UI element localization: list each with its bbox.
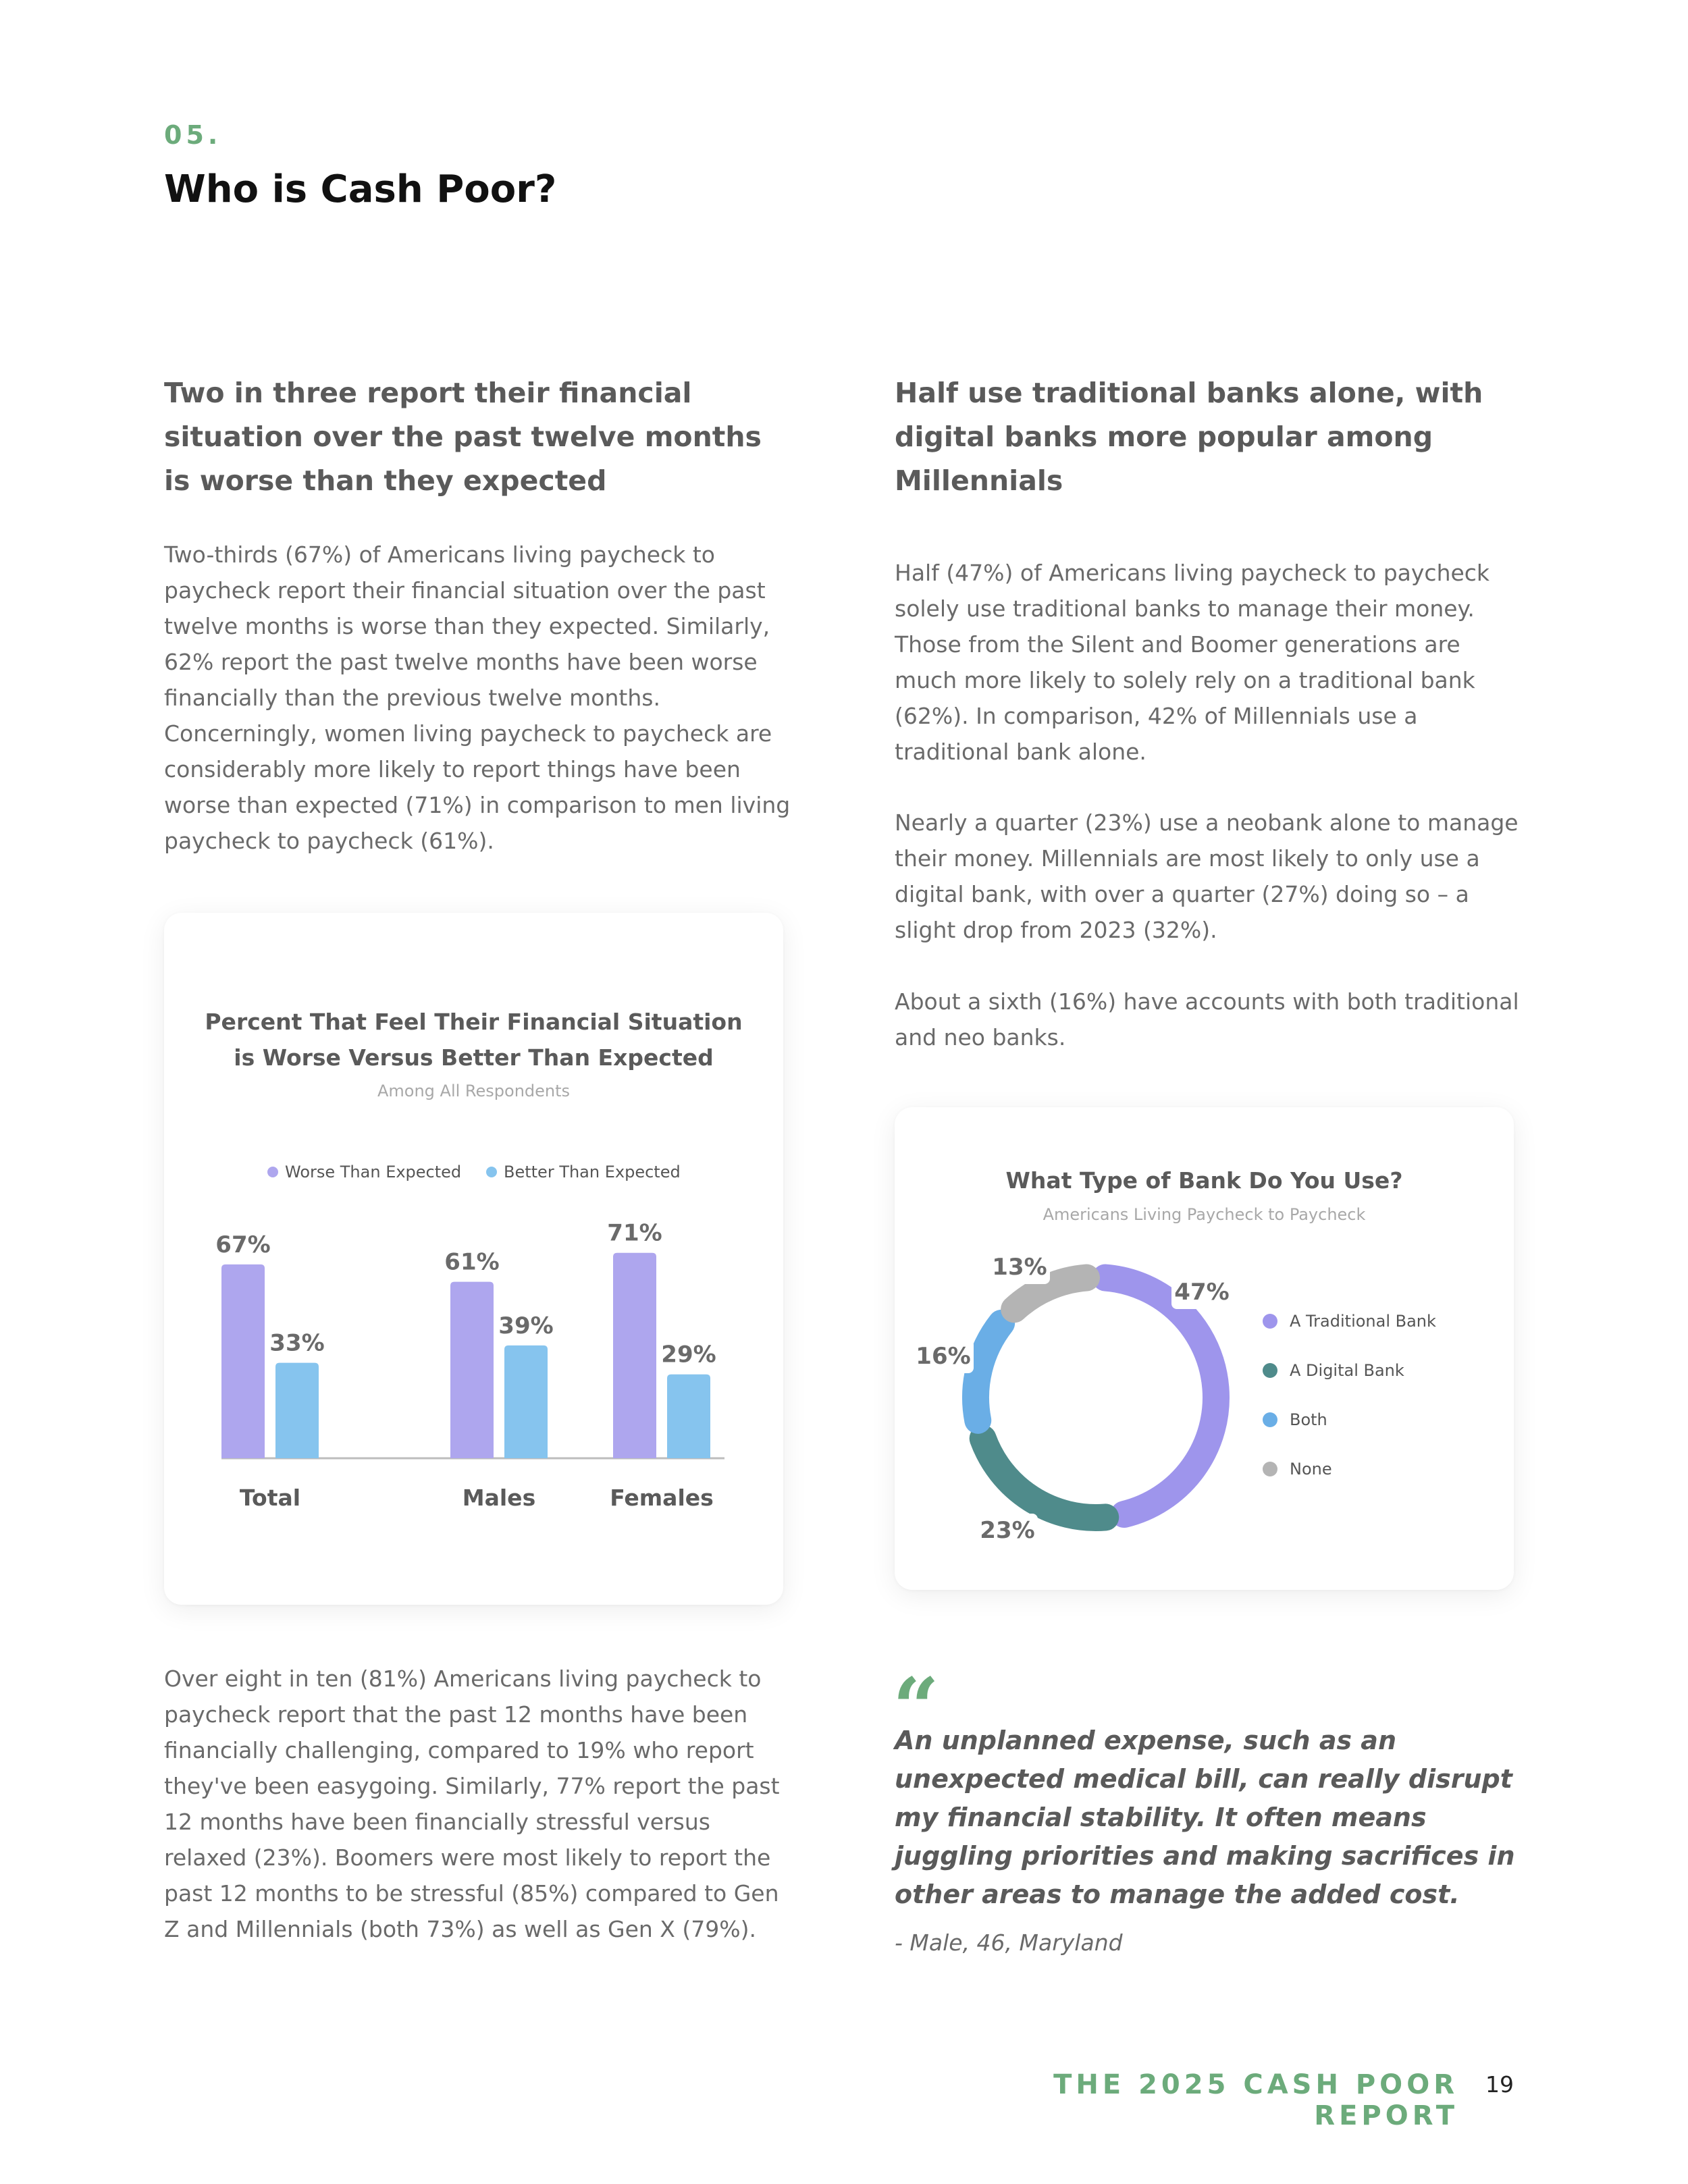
legend-both [1263, 1410, 1327, 1429]
page-title: Who is Cash Poor? [164, 167, 557, 211]
quote-mark-icon: “ [893, 1660, 940, 1755]
bar-label-males-worse: 61% [444, 1248, 500, 1276]
bar-label-females-worse: 71% [607, 1219, 662, 1247]
donut-chart-card [895, 1107, 1514, 1590]
donut-chart-title: What Type of Bank Do You Use? [1005, 1167, 1403, 1194]
bar-label-total-better: 33% [269, 1329, 325, 1357]
bar-total-better [275, 1363, 319, 1458]
left-paragraph-1: Two-thirds (67%) of Americans living paycheck to paycheck report their financial situation over the past twelve months is worse than they expected. Similarly, 62% report the past twelve months have been worse financially than the previous twelve months. Concerningly, women living paycheck to paycheck are considerably more likely to report things have been worse than expected (71%) in comparison to men living paycheck to paycheck (61%). [164, 541, 791, 854]
legend-none-swatch [1263, 1462, 1277, 1476]
right-paragraph-1: Half (47%) of Americans living paycheck to paycheck solely use traditional banks to manage their money. Those from the Silent and Boomer generations are much more likely to solely rely on a traditional bank (62%). In comparison, 42% of Millennials use a traditional bank alone. [895, 560, 1490, 765]
donut-label-none: 13% [992, 1254, 1047, 1281]
legend-none [1263, 1460, 1332, 1479]
footer-report-title: THE 2025 CASH POOR REPORT [1053, 2069, 1458, 2131]
category-label-males: Males [462, 1485, 536, 1511]
bar-total-worse [221, 1264, 265, 1458]
bar-label-males-better: 39% [498, 1312, 554, 1339]
bar-females-worse [613, 1253, 656, 1458]
quote-text: An unplanned expense, such as an unexpected medical bill, can really disrupt my financial stability. It often means juggling priorities and making sacrifices in other areas to manage the added cost. [895, 1726, 1515, 1909]
page-number: 19 [1485, 2071, 1514, 2098]
legend-digital-swatch [1263, 1363, 1277, 1378]
legend-digital-bank [1263, 1361, 1404, 1380]
donut-slice-a-traditional-bank [1105, 1278, 1216, 1514]
legend-worse-label: Worse Than Expected [285, 1163, 462, 1181]
legend-traditional-swatch [1263, 1314, 1277, 1329]
donut-chart [895, 1107, 1273, 1590]
donut-label-a-traditional-bank: 47% [1174, 1279, 1230, 1306]
bar-chart-title-line-2: is Worse Versus Better Than Expected [234, 1044, 714, 1071]
right-paragraph-2: Nearly a quarter (23%) use a neobank alone to manage their money. Millennials are most likely to only use a digital bank, with over a quarter (27%) doing so – a slight drop from 2023 (32%). [895, 809, 1519, 943]
bar-chart-subtitle: Among All Respondents [377, 1082, 571, 1100]
legend-none-label: None [1290, 1460, 1332, 1479]
legend-better-label: Better Than Expected [504, 1163, 681, 1181]
quote-attribution: - Male, 46, Maryland [895, 1929, 1123, 1956]
section-number: 05. [164, 120, 222, 150]
donut-slice-both [976, 1323, 1001, 1420]
donut-label-both: 16% [916, 1343, 971, 1370]
legend-both-swatch [1263, 1412, 1277, 1427]
bar-chart-card [164, 913, 783, 1605]
right-paragraph-3: About a sixth (16%) have accounts with both traditional and neo banks. [895, 988, 1519, 1050]
bar-males-worse [450, 1282, 494, 1458]
category-label-females: Females [610, 1485, 714, 1511]
bar-label-females-better: 29% [661, 1341, 716, 1368]
left-heading: Two in three report their financial situation over the past twelve months is worse than they expected [164, 377, 762, 497]
bar-chart-title-line-1: Percent That Feel Their Financial Situation [205, 1009, 743, 1035]
legend-both-label: Both [1290, 1410, 1327, 1429]
bar-chart [164, 913, 783, 1605]
legend-traditional-label: A Traditional Bank [1290, 1312, 1436, 1331]
bar-males-better [504, 1346, 548, 1458]
donut-slice-a-digital-bank [983, 1439, 1106, 1518]
left-paragraph-2: Over eight in ten (81%) Americans living paycheck to paycheck report that the past 12 months have been financially challenging, compared to 19% who report they've been easygoing. Similarly, 77% report the past 12 months have been financially stressful versus relaxed (23%). Boomers were most likely to report the past 12 months to be stressful (85%) compared to Gen Z and Millennials (both 73%) as well as Gen X (79%). [164, 1666, 780, 1942]
donut-chart-subtitle: Americans Living Paycheck to Paycheck [1043, 1205, 1366, 1224]
bar-females-better [667, 1375, 710, 1458]
category-label-total: Total [239, 1485, 301, 1511]
bar-label-total-worse: 67% [215, 1231, 271, 1258]
donut-label-a-digital-bank: 23% [980, 1517, 1035, 1544]
legend-digital-label: A Digital Bank [1290, 1361, 1404, 1380]
right-heading: Half use traditional banks alone, with digital banks more popular among Millennials [895, 377, 1483, 497]
legend-traditional-bank [1263, 1312, 1436, 1331]
